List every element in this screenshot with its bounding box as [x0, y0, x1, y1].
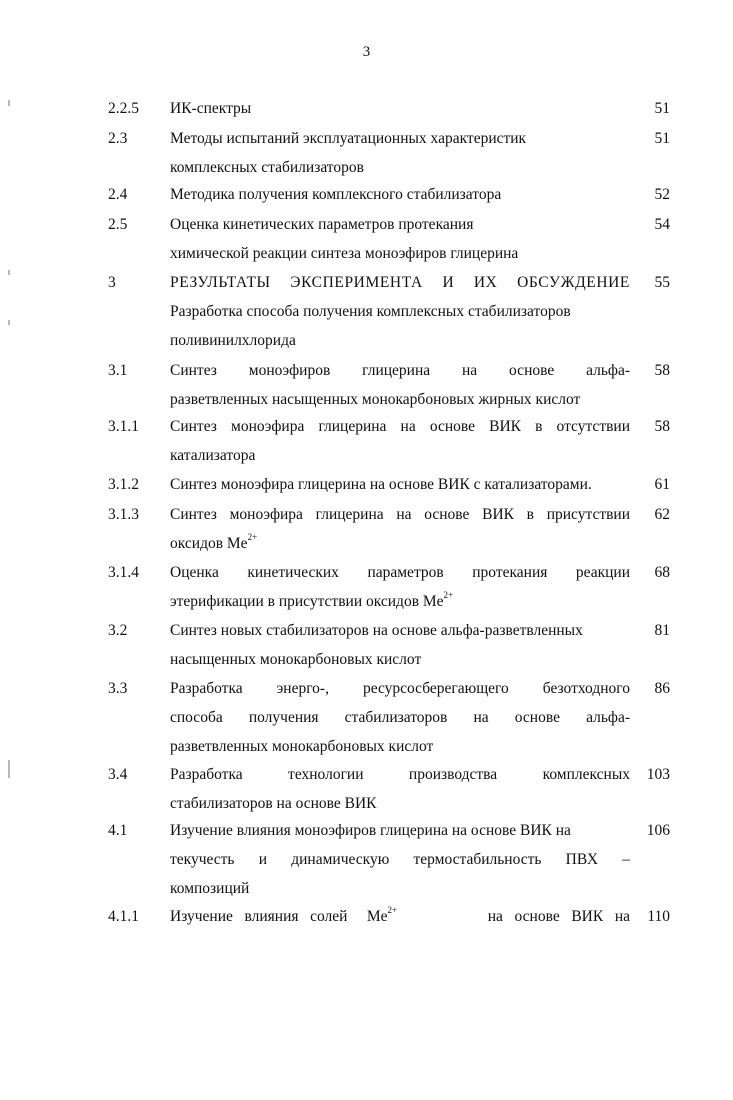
toc-entry-number: 3.1.1 — [108, 418, 139, 435]
toc-entry-title-line: поливинилхлорида — [170, 332, 296, 349]
toc-entry-title — [170, 674, 630, 761]
toc-entry-title-line — [170, 587, 630, 616]
toc-entry-title-text: этерификации в присутствии оксидов Me — [170, 593, 444, 610]
toc-entry-title-line: Оценка кинетических параметров протекания реакции — [170, 564, 630, 581]
toc-entry-page: 58 — [654, 418, 670, 435]
toc-entry-title — [170, 180, 630, 209]
toc-entry-superscript: 2+ — [443, 590, 454, 600]
margin-scan-mark — [8, 270, 10, 275]
toc-entry-title — [170, 558, 630, 616]
toc-entry-title-line: Оценка кинетических параметров протекания — [170, 216, 474, 233]
toc-entry-title — [170, 500, 630, 558]
toc-entry-title-line: Разработка способа получения комплексных стабилизаторов — [170, 303, 571, 320]
toc-entry-number: 2.4 — [108, 186, 128, 203]
toc-entry-title — [170, 760, 630, 818]
toc-entry-title-line: Разработка технологии производства комплексных — [170, 766, 630, 783]
toc-entry-number: 3 — [108, 274, 116, 291]
toc-entry-page: 52 — [654, 186, 670, 203]
toc-entry-number: 3.2 — [108, 622, 128, 639]
toc-entry-title — [170, 470, 630, 499]
toc-entry-page: 86 — [654, 680, 670, 697]
toc-entry-page: 54 — [654, 216, 670, 233]
toc-entry-page: 61 — [654, 476, 670, 493]
toc-entry-title-line: химической реакции синтеза моноэфиров глицерина — [170, 245, 519, 262]
toc-entry-title-line: текучесть и динамическую термостабильность ПВХ – — [170, 851, 630, 868]
toc-entry-superscript: 2+ — [247, 532, 258, 542]
margin-scan-mark — [8, 100, 10, 106]
toc-entry-title — [170, 356, 630, 414]
toc-entry-title-line: Синтез моноэфира глицерина на основе ВИК с катализаторами. — [170, 476, 592, 493]
toc-entry-number: 4.1 — [108, 822, 128, 839]
toc-entry-title-line: стабилизаторов на основе ВИК — [170, 795, 377, 812]
toc-entry-title-line: катализатора — [170, 447, 256, 464]
toc-entry-page: 58 — [654, 362, 670, 379]
toc-entry-title-line: способа получения стабилизаторов на основе альфа- — [170, 709, 630, 726]
toc-entry-title-line: ИК-спектры — [170, 100, 252, 117]
toc-entry-page: 68 — [654, 564, 670, 581]
toc-entry-number: 3.1.4 — [108, 564, 139, 581]
toc-entry-page: 55 — [654, 274, 670, 291]
toc-entry-title-line: Разработка энерго-, ресурсосберегающего безотходного — [170, 680, 630, 697]
toc-entry-title-line — [170, 529, 630, 558]
toc-entry-page: 110 — [647, 908, 670, 925]
toc-entry-number: 3.4 — [108, 766, 128, 783]
toc-entry-title-line — [170, 902, 630, 931]
toc-entry-number: 3.1.3 — [108, 506, 139, 523]
toc-entry-page: 62 — [654, 506, 670, 523]
toc-entry-title — [170, 412, 630, 470]
toc-entry-title — [170, 124, 630, 182]
toc-entry-title-line: Методы испытаний эксплуатационных характеристик — [170, 130, 527, 147]
page-number: 3 — [362, 44, 371, 60]
toc-entry-title — [170, 210, 630, 268]
toc-entry-number: 2.3 — [108, 130, 128, 147]
toc-entry-number: 2.5 — [108, 216, 128, 233]
toc-entry-title — [170, 268, 630, 355]
toc-entry-title-text: Изучение влияния солей $Me^{2+}$ — [170, 905, 398, 925]
toc-entry-title-line: Методика получения комплексного стабилизатора — [170, 186, 502, 203]
toc-entry-title — [170, 816, 630, 903]
toc-entry-title-line: РЕЗУЛЬТАТЫ ЭКСПЕРИМЕНТА И ИХ ОБСУЖДЕНИЕ — [170, 274, 630, 291]
toc-entry-title-text: оксидов Me — [170, 535, 248, 552]
toc-entry-title — [170, 616, 630, 674]
toc-entry-title-line: композиций — [170, 880, 250, 897]
toc-entry-title-line: насыщенных монокарбоновых кислот — [170, 651, 422, 668]
toc-entry-title-line: Синтез моноэфиров глицерина на основе альфа- — [170, 362, 630, 379]
toc-entry-number: 3.3 — [108, 680, 128, 697]
toc-entry-title-text: на основе ВИК на — [487, 908, 630, 925]
toc-entry-page: 103 — [646, 766, 670, 783]
toc-entry-title-line: Синтез моноэфира глицерина на основе ВИК в присутствии — [170, 506, 630, 523]
margin-scan-mark — [8, 320, 10, 325]
toc-entry-title — [170, 902, 630, 931]
toc-entry-title — [170, 94, 630, 123]
toc-entry-title-line: Изучение влияния моноэфиров глицерина на основе ВИК на — [170, 822, 571, 839]
toc-entry-page: 51 — [654, 100, 670, 117]
toc-entry-title-line: разветвленных монокарбоновых кислот — [170, 738, 434, 755]
toc-entry-page: 51 — [654, 130, 670, 147]
toc-entry-title-line: Синтез моноэфира глицерина на основе ВИК в отсутствии — [170, 418, 630, 435]
toc-entry-superscript: 2+ — [387, 905, 398, 915]
margin-scan-mark — [8, 760, 10, 778]
toc-entry-number: 2.2.5 — [108, 100, 139, 117]
toc-entry-number: 3.1.2 — [108, 476, 139, 493]
toc-entry-title-line: Синтез новых стабилизаторов на основе альфа-разветвленных — [170, 622, 583, 639]
toc-entry-number: 3.1 — [108, 362, 128, 379]
toc-entry-title-line: разветвленных насыщенных монокарбоновых жирных кислот — [170, 391, 581, 408]
toc-entry-page: 106 — [646, 822, 670, 839]
toc-entry-title-line: комплексных стабилизаторов — [170, 159, 364, 176]
toc-entry-page: 81 — [654, 622, 670, 639]
toc-entry-number: 4.1.1 — [108, 908, 139, 925]
